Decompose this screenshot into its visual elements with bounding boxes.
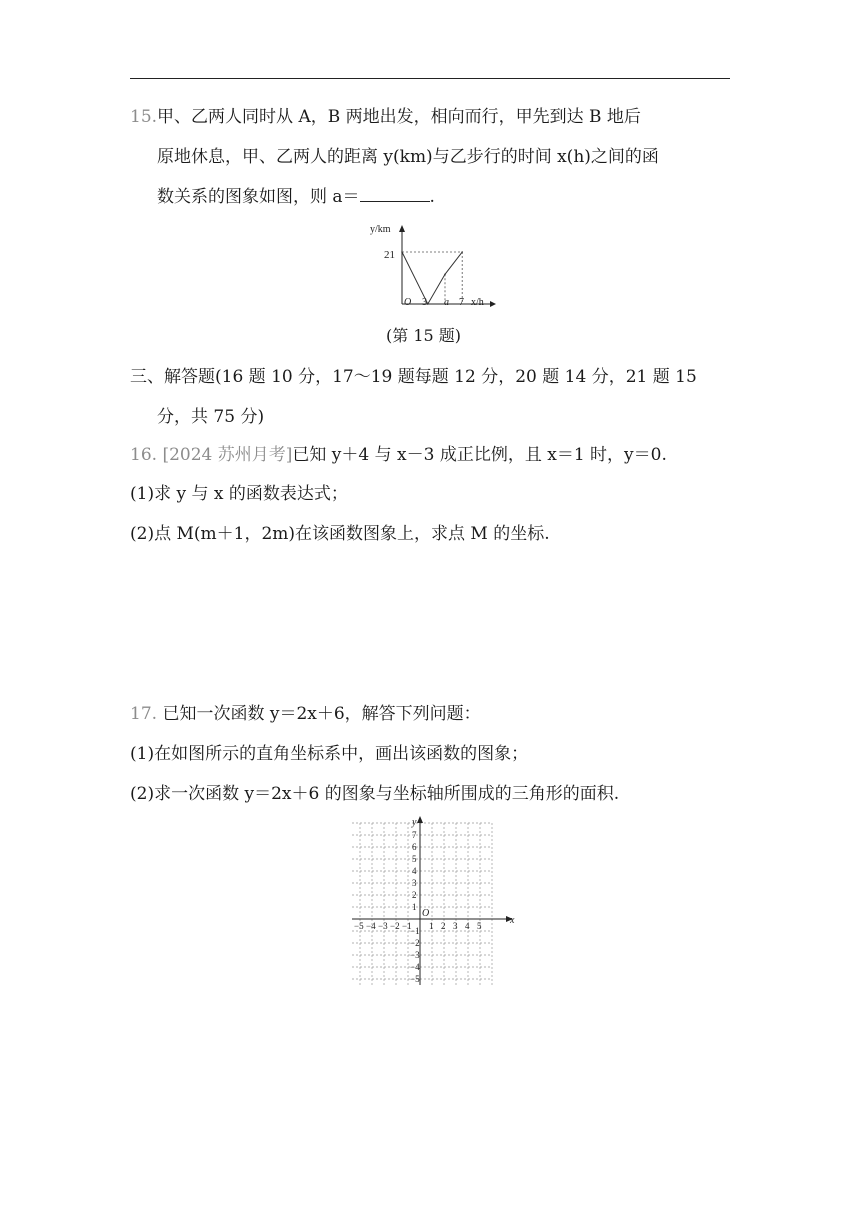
q16-line [130,443,667,467]
y-tick-label: −1 [410,926,420,936]
q17-part2: (2)求一次函数 y＝2x＋6 的图象与坐标轴所围成的三角形的面积. [130,784,620,804]
y-tick-label: 7 [412,830,417,840]
y-tick-label: −4 [410,962,420,972]
q15-line3 [157,185,435,209]
data-point [444,273,446,275]
y-tick-label: −2 [410,938,420,948]
q17-coordinate-grid[interactable] [350,815,520,987]
q15-caption: (第 15 题) [386,326,462,345]
y-tick-label: 2 [412,890,417,900]
x-tick-label: −2 [390,921,400,931]
top-rule [130,78,730,79]
q16-part2: (2)点 M(m＋1，2m)在该函数图象上，求点 M 的坐标. [130,524,550,544]
q15-text3: 数关系的图象如图，则 a＝ [157,187,360,207]
x-tick-a: a [444,297,449,308]
x-tick-label: 3 [453,921,458,931]
x-tick-label: 1 [429,921,434,931]
data-point [401,251,403,253]
grid-x-label: x [510,915,515,926]
x-tick-label: 2 [441,921,446,931]
y-tick-label: 5 [412,854,417,864]
x-tick-7: 7 [459,297,464,308]
q15-period: . [429,187,435,207]
x-axis-arrow [490,301,496,307]
x-tick-label: 4 [465,921,470,931]
y-axis-arrow [399,225,405,232]
q15-graph [362,222,502,312]
x-tick-3: 3 [422,297,427,308]
data-point [461,251,463,253]
answer-blank[interactable] [360,185,430,202]
section3-line1: 三、解答题(16 题 10 分，17～19 题每题 12 分，20 题 14 分，21 题 15 [130,367,697,387]
grid-y-arrow [417,816,423,823]
q17-line [130,702,481,726]
y-tick-label: 3 [412,878,417,888]
y-tick-21: 21 [384,249,395,261]
q16-source: [2024 苏州月考] [162,445,293,465]
q16-number: 16. [130,445,158,465]
section3-line2: 分，共 75 分) [157,407,265,427]
y-tick-label: 1 [412,902,417,912]
y-tick-label: −5 [410,974,420,984]
x-tick-label: −4 [366,921,376,931]
y-tick-label: 6 [412,842,417,852]
grid-origin-label: O [422,908,430,919]
q17-number: 17. [130,704,158,724]
x-tick-label: −5 [354,921,364,931]
q15-text1: 甲、乙两人同时从 A，B 两地出发，相向而行，甲先到达 B 地后 [157,107,641,127]
origin-label: O [404,297,412,308]
q15-line1 [130,105,641,129]
y-axis-label: y/km [370,224,391,235]
data-point [427,303,429,305]
q17-stem: 已知一次函数 y＝2x＋6，解答下列问题： [162,704,481,724]
y-tick-label: −3 [410,950,420,960]
y-tick-label: 4 [412,866,417,876]
q16-part1: (1)求 y 与 x 的函数表达式； [130,484,348,504]
q16-stem: 已知 y＋4 与 x－3 成正比例，且 x＝1 时，y＝0. [292,445,667,465]
q15-line2: 原地休息，甲、乙两人的距离 y(km)与乙步行的时间 x(h)之间的函 [157,147,659,167]
x-tick-label: −1 [402,921,412,931]
q17-part1: (1)在如图所示的直角坐标系中，画出该函数的图象； [130,744,529,764]
grid-lines [350,823,492,987]
q15-number: 15. [130,107,158,127]
x-tick-label: 5 [477,921,482,931]
grid-y-label: y [412,817,417,828]
x-axis-label: x/h [471,297,484,308]
x-tick-label: −3 [378,921,388,931]
